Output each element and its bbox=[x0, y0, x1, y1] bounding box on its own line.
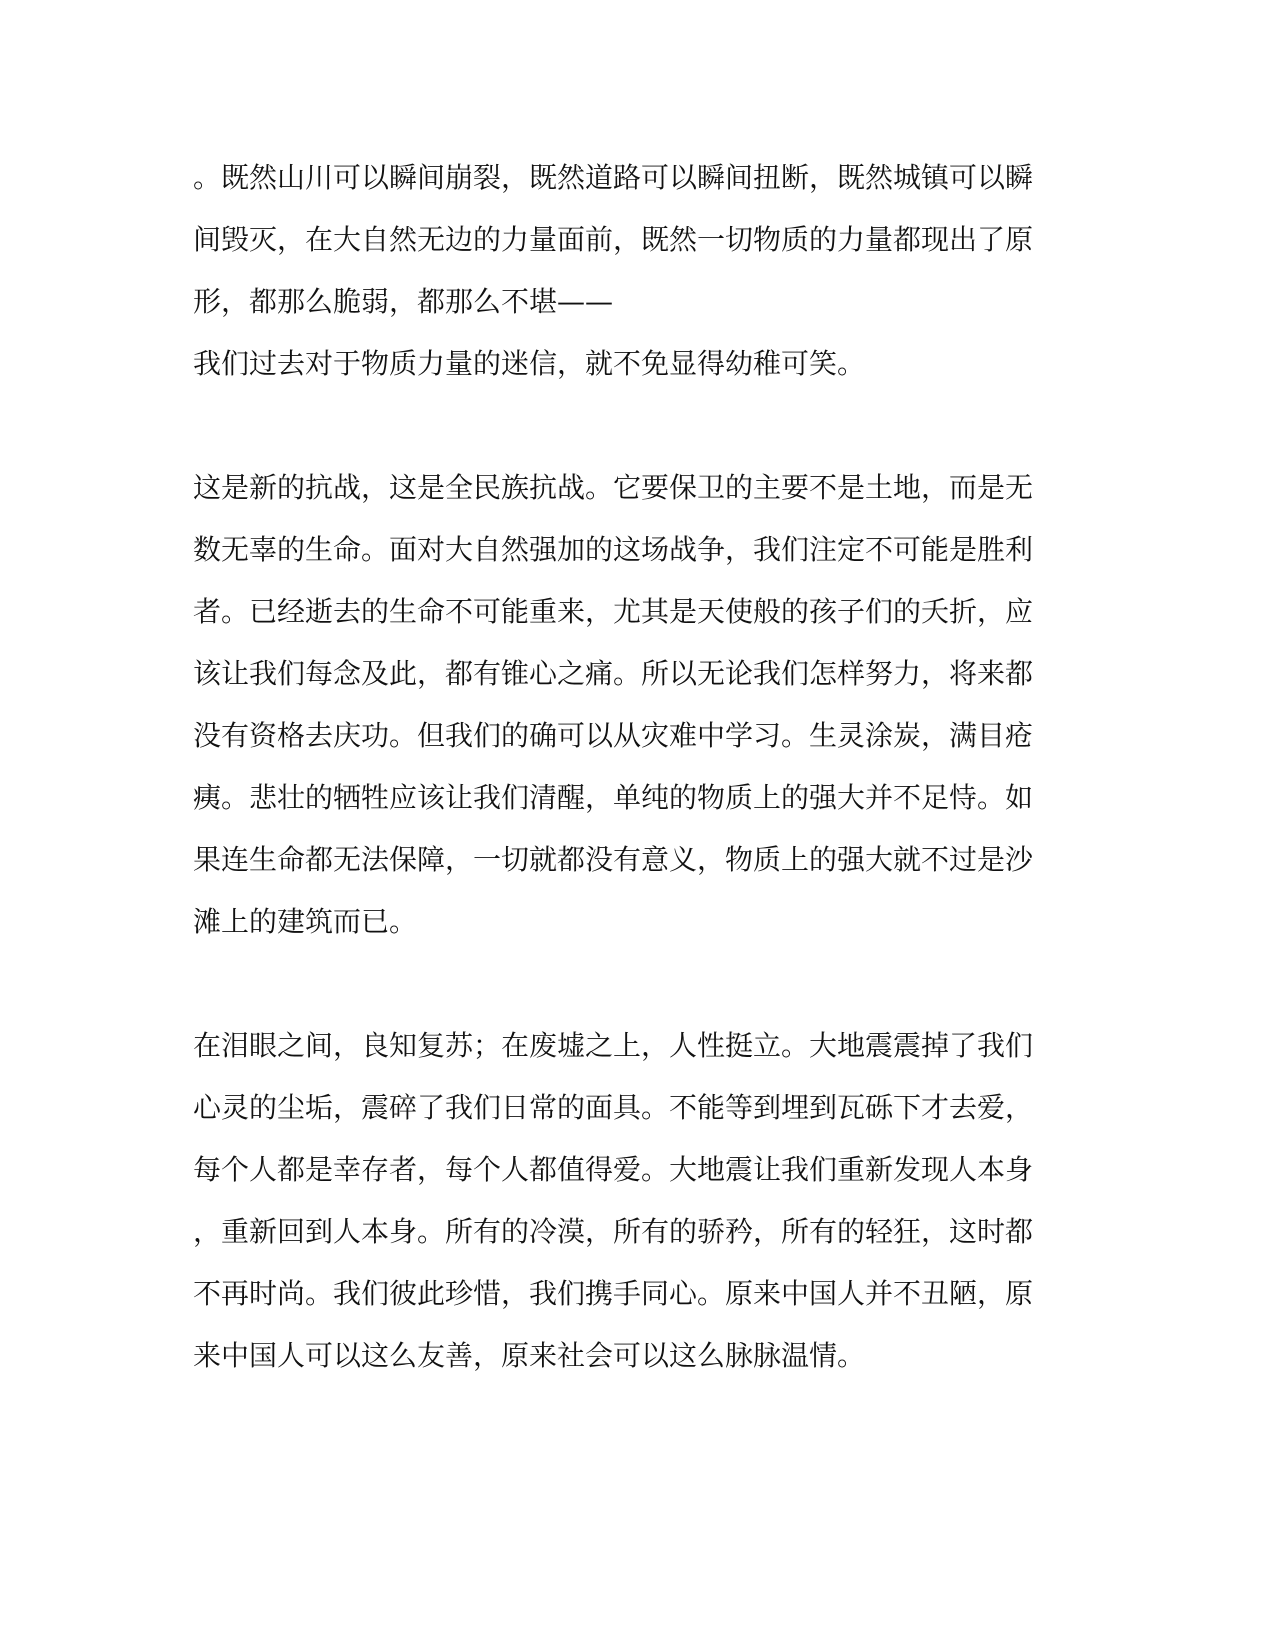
paragraph-2-line-7: 果连生命都无法保障，一切就都没有意义，物质上的强大就不过是沙 bbox=[193, 843, 1034, 876]
paragraph-1-line-4: 我们过去对于物质力量的迷信，就不免显得幼稚可笑。 bbox=[193, 347, 866, 380]
paragraph-3-line-5: 不再时尚。我们彼此珍惜，我们携手同心。原来中国人并不丑陋，原 bbox=[193, 1277, 1034, 1310]
paragraph-1-line-1: 。既然山川可以瞬间崩裂，既然道路可以瞬间扭断，既然城镇可以瞬 bbox=[193, 161, 1034, 194]
paragraph-2-line-8: 滩上的建筑而已。 bbox=[193, 905, 418, 938]
paragraph-2-line-2: 数无辜的生命。面对大自然强加的这场战争，我们注定不可能是胜利 bbox=[193, 533, 1034, 566]
paragraph-3-line-3: 每个人都是幸存者，每个人都值得爱。大地震让我们重新发现人本身 bbox=[193, 1153, 1034, 1186]
paragraph-1-line-2: 间毁灭，在大自然无边的力量面前，既然一切物质的力量都现出了原 bbox=[193, 223, 1034, 256]
paragraph-2-line-5: 没有资格去庆功。但我们的确可以从灾难中学习。生灵涂炭，满目疮 bbox=[193, 719, 1034, 752]
paragraph-3-line-6: 来中国人可以这么友善，原来社会可以这么脉脉温情。 bbox=[193, 1339, 866, 1372]
paragraph-3-line-1: 在泪眼之间，良知复苏；在废墟之上，人性挺立。大地震震掉了我们 bbox=[193, 1029, 1034, 1062]
paragraph-2-line-3: 者。已经逝去的生命不可能重来，尤其是天使般的孩子们的夭折，应 bbox=[193, 595, 1034, 628]
paragraph-2-line-4: 该让我们每念及此，都有锥心之痛。所以无论我们怎样努力，将来都 bbox=[193, 657, 1034, 690]
paragraph-3-line-4: ，重新回到人本身。所有的冷漠，所有的骄矜，所有的轻狂，这时都 bbox=[193, 1215, 1034, 1248]
paragraph-2-line-1: 这是新的抗战，这是全民族抗战。它要保卫的主要不是土地，而是无 bbox=[193, 471, 1034, 504]
paragraph-3-line-2: 心灵的尘垢，震碎了我们日常的面具。不能等到埋到瓦砾下才去爱， bbox=[193, 1091, 1034, 1124]
paragraph-2-line-6: 痍。悲壮的牺牲应该让我们清醒，单纯的物质上的强大并不足恃。如 bbox=[193, 781, 1034, 814]
paragraph-1-line-3: 形，都那么脆弱，都那么不堪—— bbox=[193, 285, 614, 318]
